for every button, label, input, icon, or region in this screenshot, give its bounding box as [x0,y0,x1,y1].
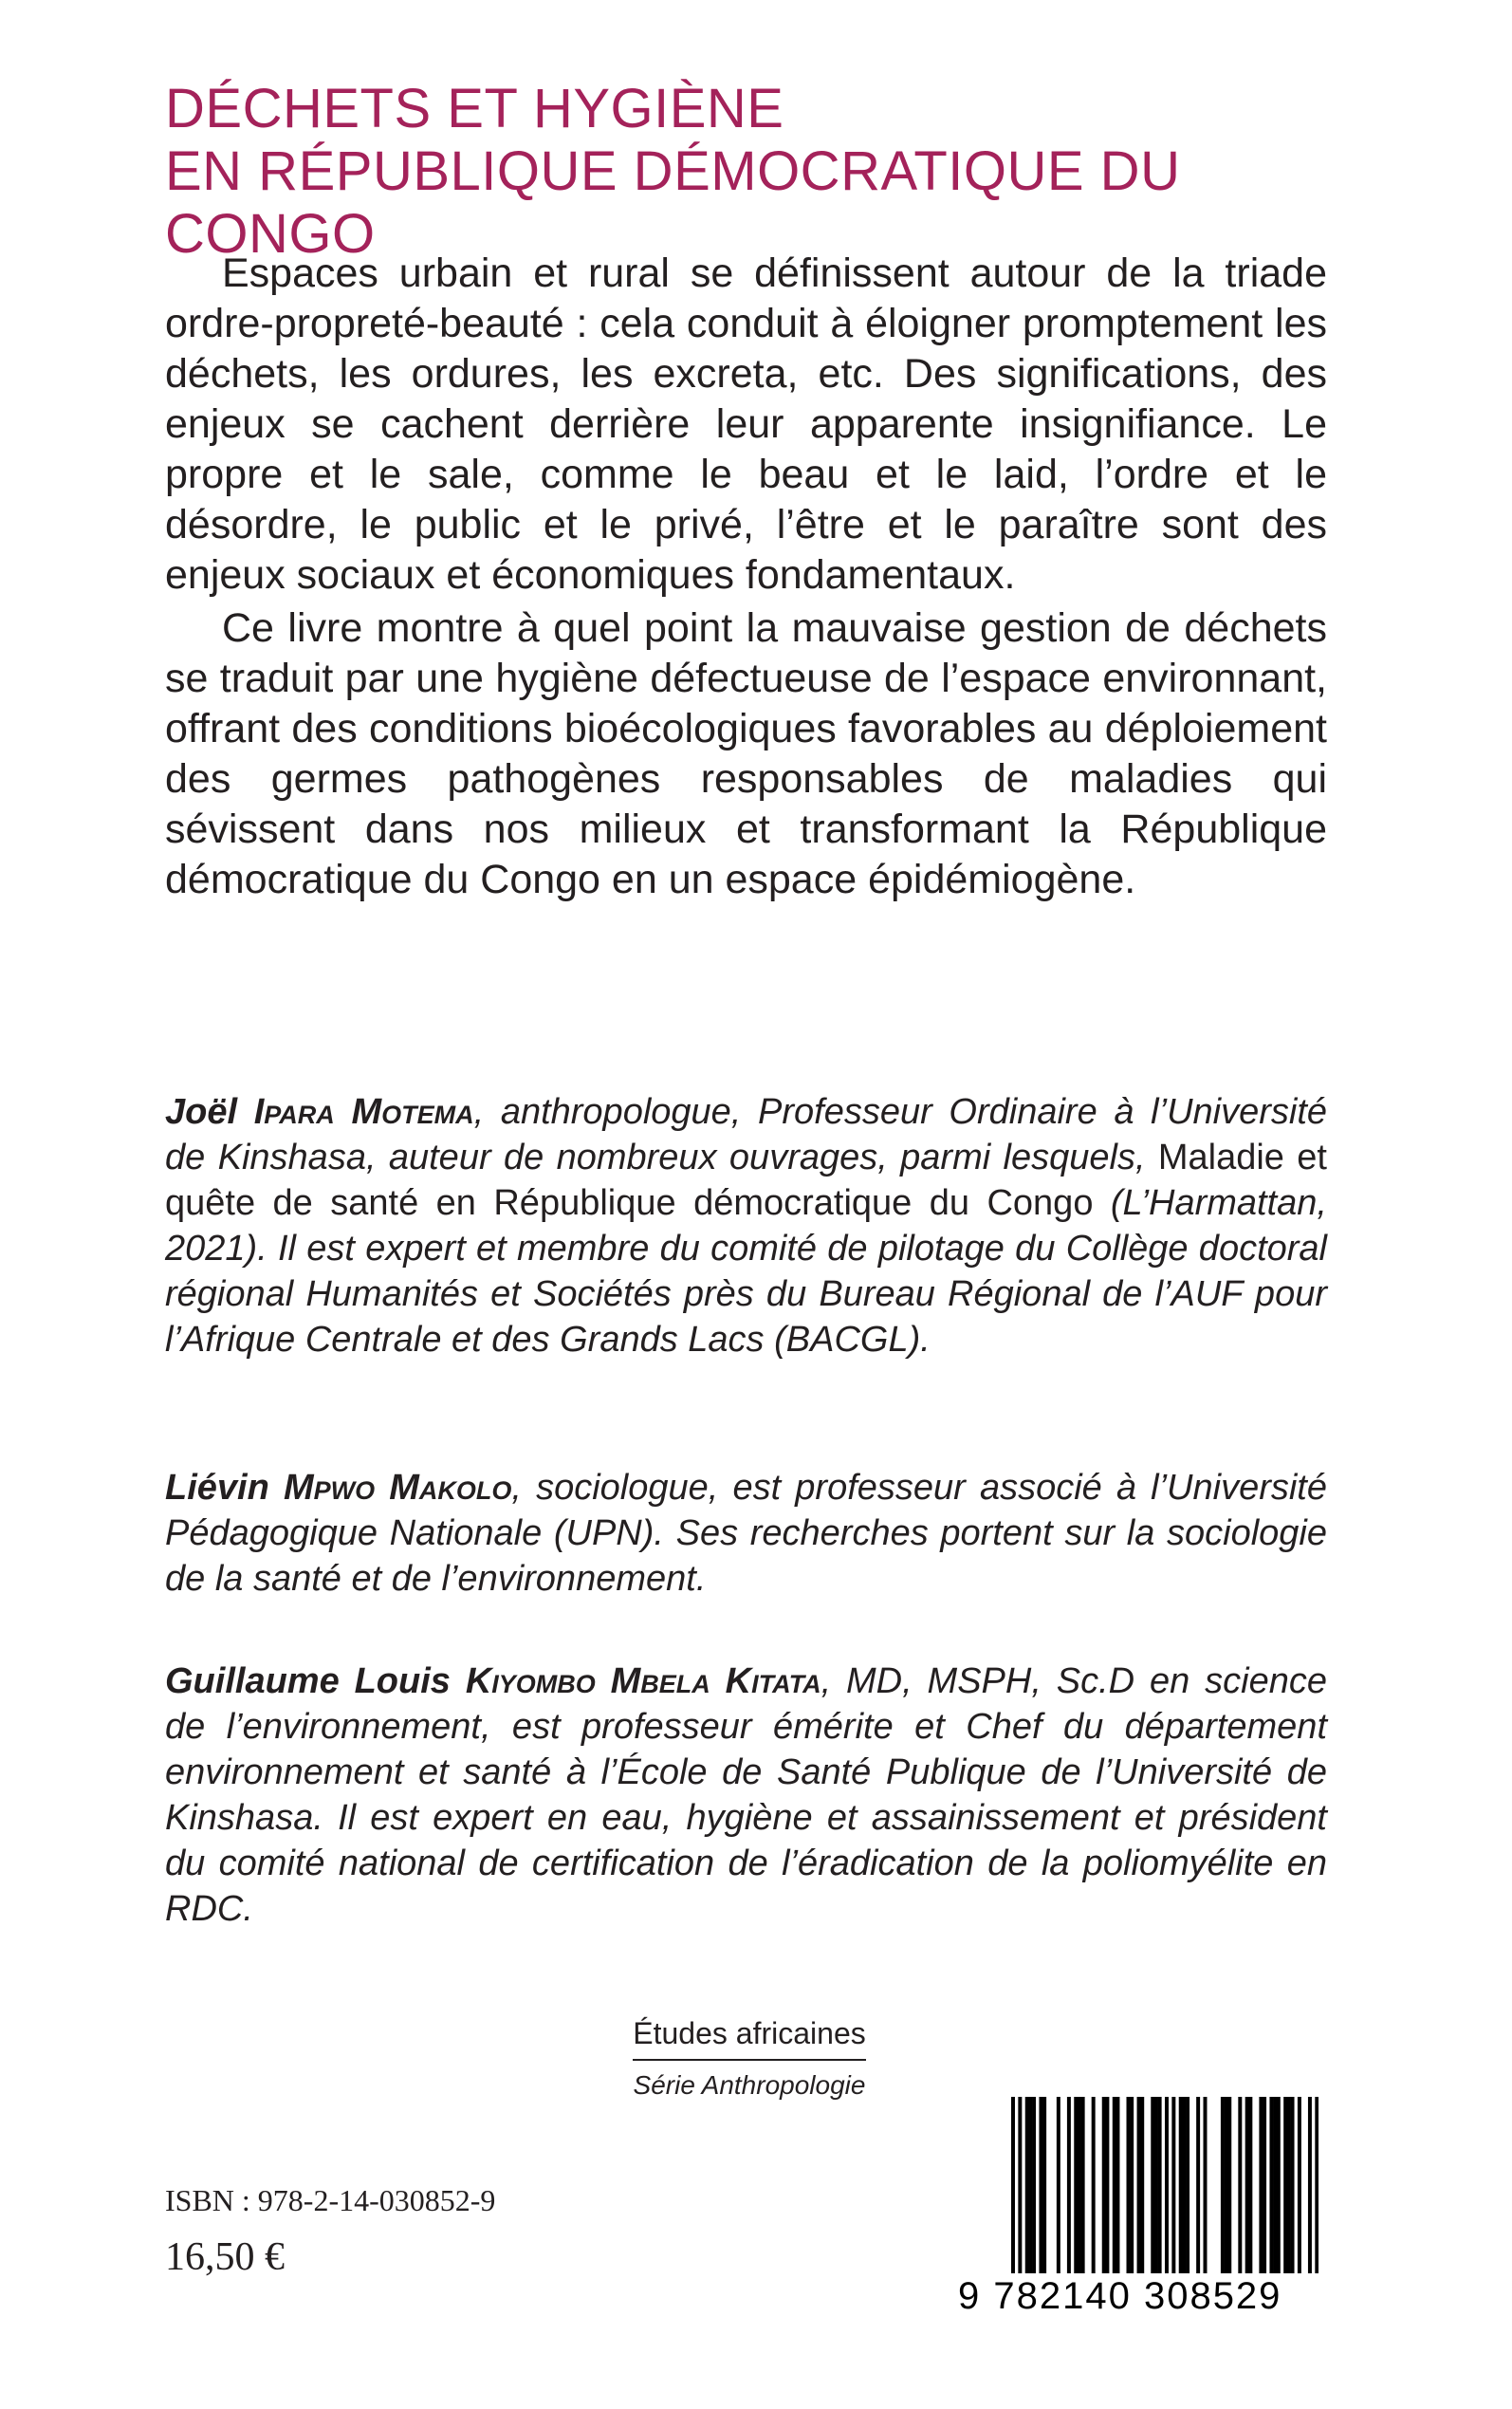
collection-label [626,2015,873,2101]
barcode-bar [1018,2097,1022,2273]
author-1-bio-part-1: , anthropologue, Professeur Ordinaire à l’Université de Kinshasa, auteur de nombreux ouvrages, parmi lesquels, [165,1092,1328,1177]
price: 16,50 € [165,2235,285,2279]
barcode-bar [1179,2097,1183,2273]
author-bio-1 [165,1089,1327,1362]
barcode-bar [1298,2097,1301,2273]
barcode-bar [1315,2097,1318,2273]
barcode-bar [1196,2097,1200,2273]
barcode-bar [1039,2097,1042,2273]
barcode-bar [1137,2097,1141,2273]
barcode-bar [1287,2097,1291,2273]
barcode-bar [1102,2097,1106,2273]
barcode-bar [1182,2097,1186,2273]
author-1-bio-part-2: (L’Harmattan, 2021). Il est expert et membre du comité de pilotage du Collège doctoral régional Humanités et Sociétés près du Bureau Régional de l’AUF pour l’Afrique Centrale et des Grands Lacs (BACGL). [165,1183,1327,1360]
author-3-last-name: Kiyombo Mbela Kitata [465,1661,821,1701]
barcode-bar [1273,2097,1277,2273]
collection-series: Série Anthropologie [633,2070,866,2100]
barcode-bars-icon [1011,2097,1318,2273]
barcode-bar [1078,2097,1081,2273]
barcode-bar [1263,2097,1266,2273]
barcode [958,2087,1353,2325]
barcode-bar [1042,2097,1046,2273]
barcode-bar [1057,2097,1060,2273]
barcode-bar [1092,2097,1096,2273]
barcode-bar [1186,2097,1189,2273]
barcode-bar [1113,2097,1116,2273]
barcode-bar [1032,2097,1036,2273]
barcode-digits: 9 782140 308529 [958,2275,1282,2317]
barcode-bar [1269,2097,1273,2273]
barcode-bar [1225,2097,1228,2273]
barcode-bar [1067,2097,1071,2273]
blurb-paragraph-2: Ce livre montre à quel point la mauvaise gestion de déchets se traduit par une hygiène défectueuse de l’espace environnant, offrant des conditions bioécologiques favorables au déploiement des germes pathogènes responsables de maladies qui sévissent dans nos milieux et transformant la République démocratique du Congo en un espace épidémiogène. [165,605,1327,902]
barcode-bar [1245,2097,1249,2273]
barcode-bar [1025,2097,1029,2273]
barcode-bar [1165,2097,1169,2273]
barcode-bar [1074,2097,1078,2273]
author-2-bio: , sociologue, est professeur associé à l’Université Pédagogique Nationale (UPN). Ses recherches portent sur la sociologie de la santé et de l’environnement. [165,1468,1328,1599]
barcode-bar [1105,2097,1109,2273]
barcode-bar [1158,2097,1162,2273]
barcode-bar [1227,2097,1231,2273]
author-bio-3 [165,1659,1327,1932]
barcode-bar [1221,2097,1225,2273]
barcode-bar [1238,2097,1242,2273]
barcode-bar [1283,2097,1287,2273]
barcode-bar [1140,2097,1144,2273]
barcode-bar [1028,2097,1032,2273]
barcode-bar [1011,2097,1015,2273]
barcode-bar [1154,2097,1158,2273]
barcode-bar [1130,2097,1134,2273]
isbn: ISBN : 978-2-14-030852-9 [165,2183,496,2217]
barcode-bar [1248,2097,1252,2273]
barcode-bar [1277,2097,1281,2273]
book-title [165,78,1398,266]
author-3-bio: , MD, MSPH, Sc.D en science de l’environnement, est professeur émérite et Chef du département environnement et santé à l’École de Santé Publique de l’Université de Kinshasa. Il est expert en eau, hygiène et assainissement et président du comité national de certification de l’éradication de la poliomyélite en RDC. [165,1661,1327,1929]
title-line-2: EN RÉPUBLIQUE DÉMOCRATIQUE DU CONGO [165,140,1181,265]
barcode-bar [1081,2097,1085,2273]
author-1-first-name: Joël [165,1092,238,1132]
barcode-bar [1308,2097,1312,2273]
author-1-book-title: Maladie et quête de santé en République démocratique du Congo [165,1138,1327,1223]
author-2-first-name: Liévin [165,1468,269,1508]
barcode-bar [1291,2097,1295,2273]
barcode-bar [1116,2097,1119,2273]
barcode-bar [1171,2097,1175,2273]
author-3-first-name: Guillaume Louis [165,1661,451,1701]
barcode-bar [1204,2097,1208,2273]
blurb-paragraph-1: Espaces urbain et rural se définissent autour de la triade ordre-propreté-beauté : cela conduit à éloigner promptement les déchets, les ordures, les excreta, etc. Des significations, des enjeux se cachent derrière leur apparente insignifiance. Le propre et le sale, comme le beau et le laid, l’ordre et le désordre, le public et le privé, l’être et le paraître sont des enjeux sociaux et économiques fondamentaux. [165,250,1327,598]
author-2-last-name: Mpwo Makolo [283,1468,512,1508]
barcode-bar [1127,2097,1131,2273]
title-line-1: DÉCHETS ET HYGIÈNE [165,78,784,139]
author-bio-2 [165,1465,1327,1602]
barcode-bar [1151,2097,1154,2273]
collection-name: Études africaines [633,2015,865,2061]
barcode-bar [1259,2097,1263,2273]
author-1-last-name: Ipara Motema [253,1092,474,1132]
